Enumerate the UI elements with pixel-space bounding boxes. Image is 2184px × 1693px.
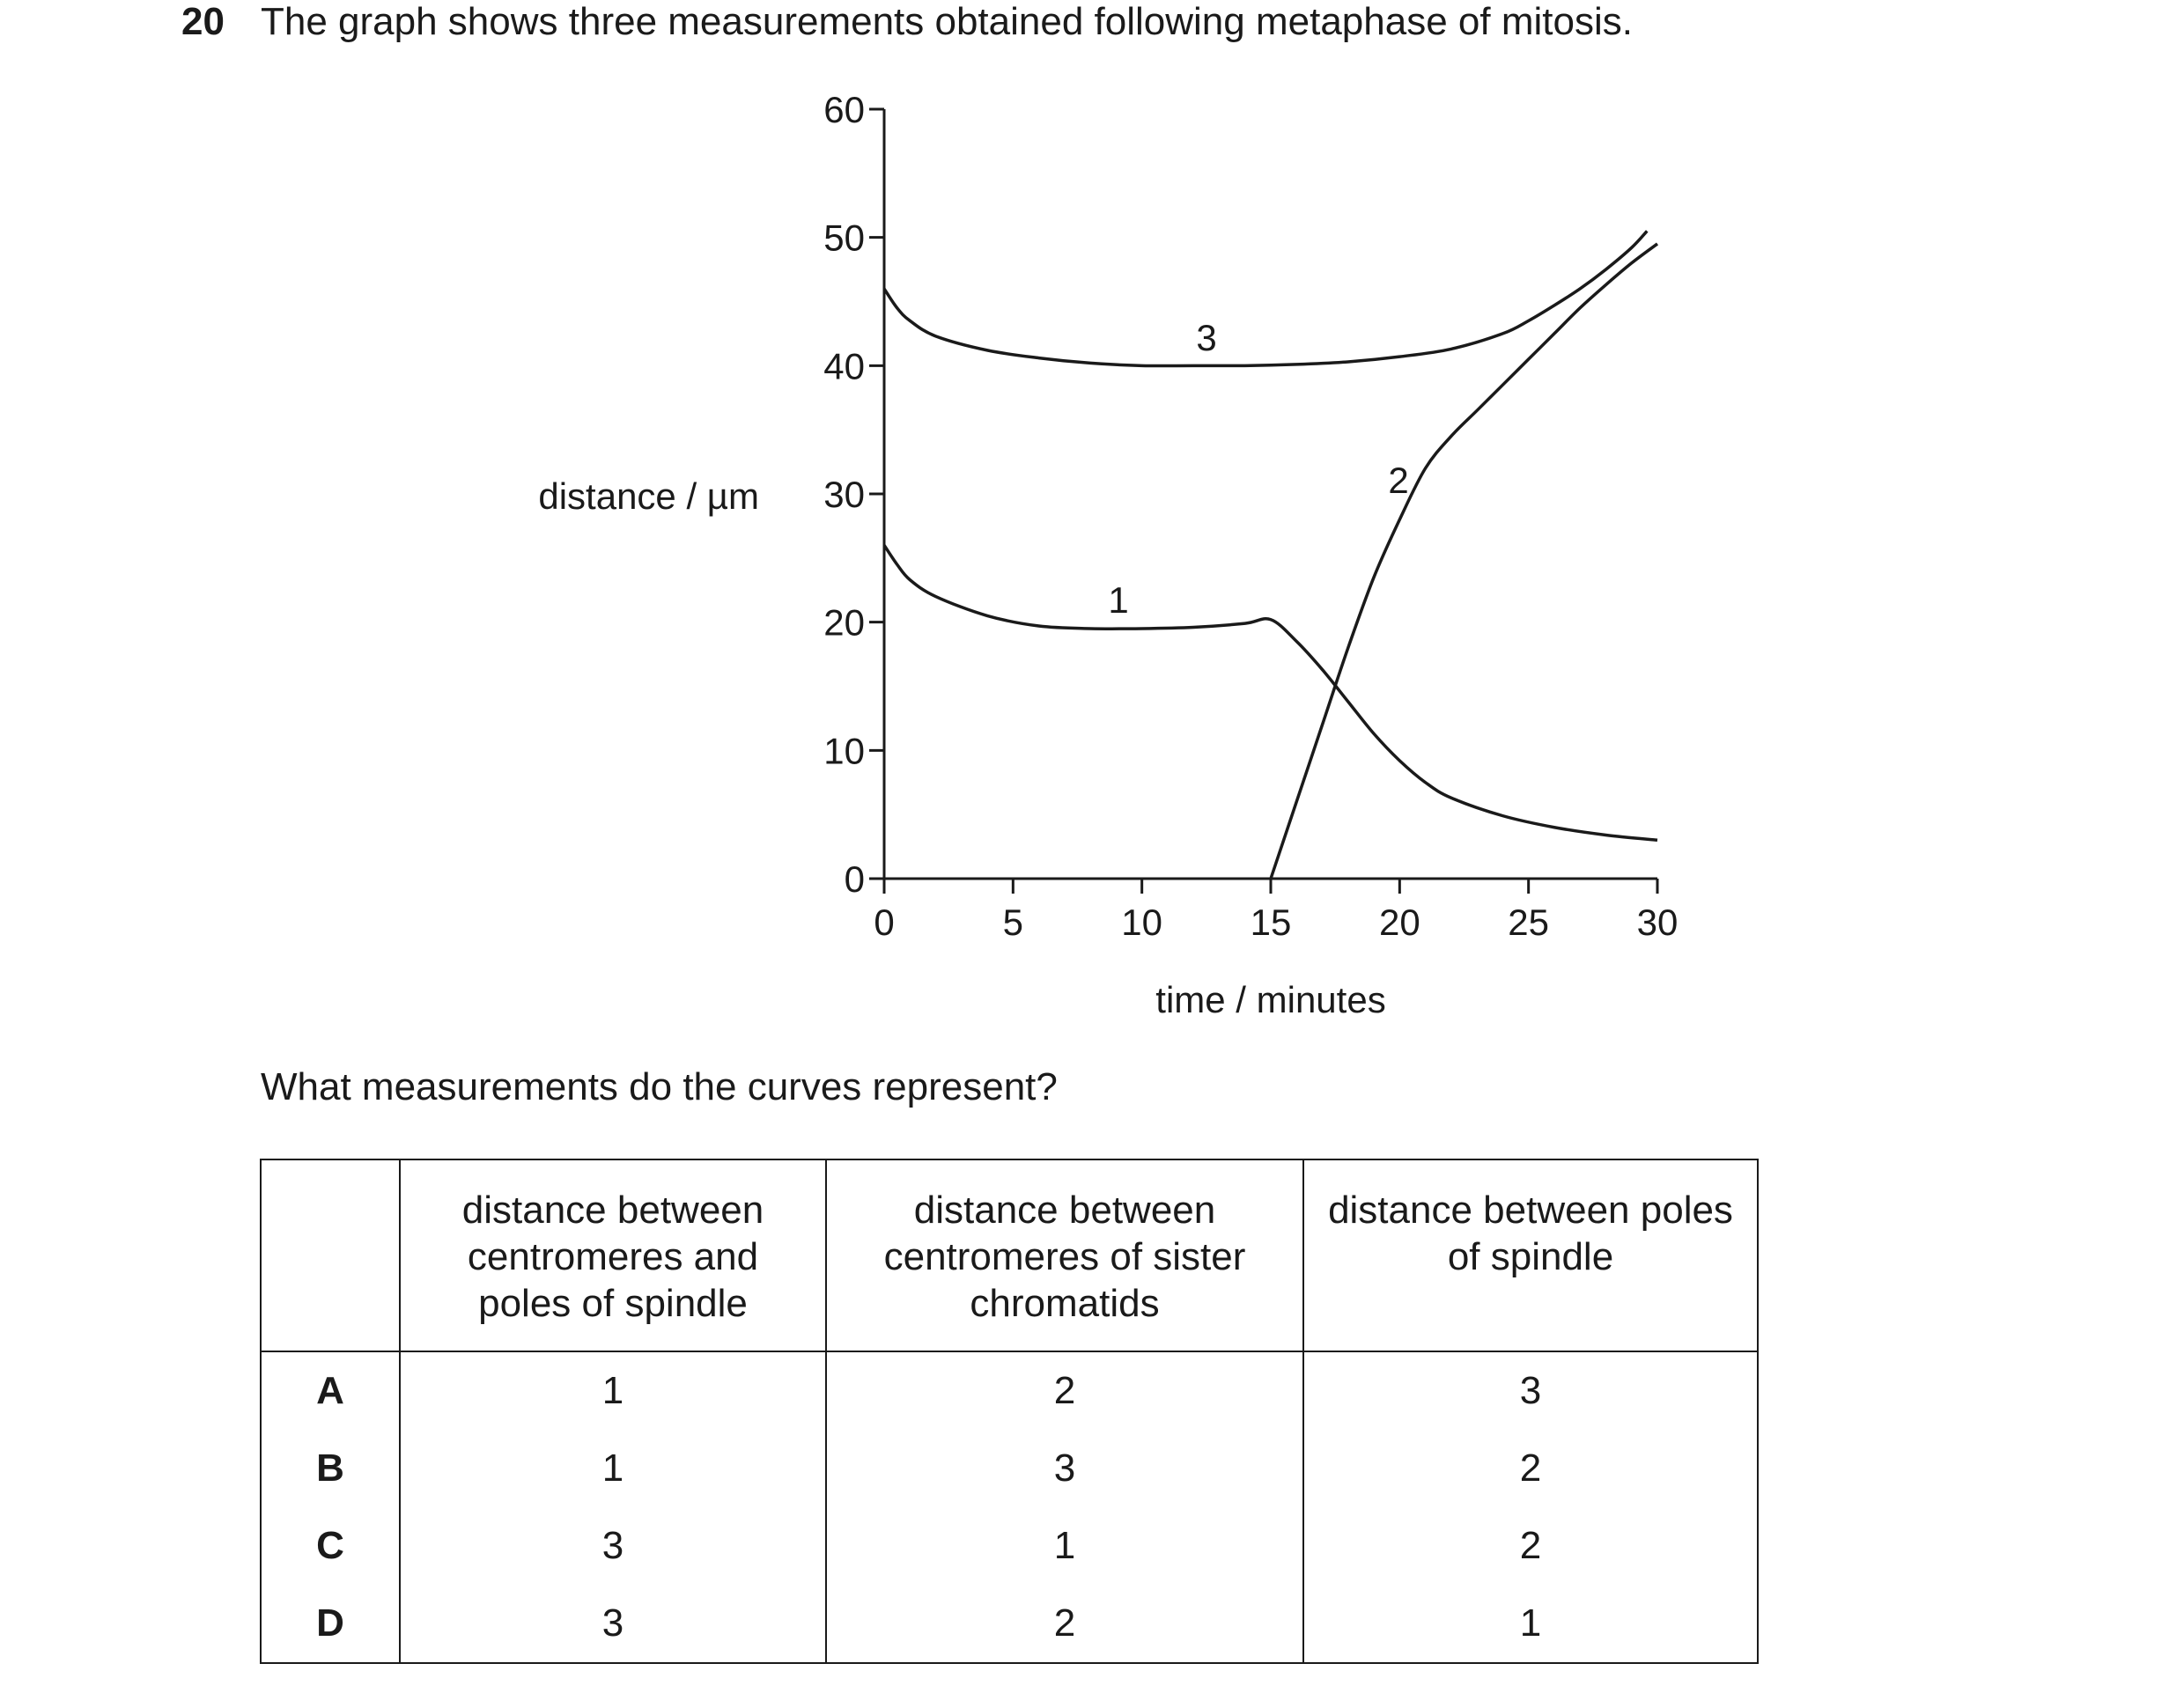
table-cell: 2 <box>826 1585 1303 1663</box>
table-header-cell <box>261 1159 400 1351</box>
chart-ticks <box>823 89 1678 943</box>
question-text: The graph shows three measurements obtained following metaphase of mitosis. <box>261 0 1633 43</box>
series-label-1: 1 <box>1108 579 1129 621</box>
table-cell: 1 <box>400 1351 826 1430</box>
x-tick-label: 20 <box>1378 902 1420 943</box>
series-label-3: 3 <box>1196 317 1217 358</box>
x-tick-label: 0 <box>874 902 895 943</box>
table-cell: 3 <box>826 1430 1303 1507</box>
chart-series-labels <box>1108 317 1408 621</box>
chart-series <box>884 231 1657 879</box>
table-cell: 2 <box>1303 1430 1758 1507</box>
table-cell: 3 <box>1303 1351 1758 1430</box>
table-header-cell: distance between centromeres and poles of spindle <box>400 1159 826 1351</box>
table-cell: 2 <box>1303 1507 1758 1585</box>
table-cell: 3 <box>400 1585 826 1663</box>
table-header-cell: distance between centromeres of sister chromatids <box>826 1159 1303 1351</box>
table-cell: 2 <box>826 1351 1303 1430</box>
series-line-1 <box>884 545 1657 840</box>
table-row[interactable] <box>261 1430 1758 1507</box>
y-tick-label: 50 <box>823 217 865 259</box>
y-tick-label: 40 <box>823 345 865 387</box>
question-number: 20 <box>181 0 225 43</box>
table-cell: 1 <box>400 1430 826 1507</box>
table-row[interactable] <box>261 1351 1758 1430</box>
y-axis-label: distance / µm <box>538 475 759 517</box>
x-tick-label: 10 <box>1121 902 1163 943</box>
table-header-cell: distance between poles of spindle <box>1303 1159 1758 1351</box>
option-letter[interactable]: D <box>261 1585 400 1663</box>
x-axis-label: time / minutes <box>1155 979 1386 1020</box>
question-prompt: What measurements do the curves represent? <box>261 1065 1058 1108</box>
table-cell: 1 <box>1303 1585 1758 1663</box>
series-line-3 <box>884 231 1647 365</box>
y-tick-label: 0 <box>844 858 865 900</box>
y-tick-label: 10 <box>823 730 865 772</box>
x-tick-label: 30 <box>1636 902 1679 943</box>
table-row[interactable] <box>261 1585 1758 1663</box>
x-tick-label: 25 <box>1508 902 1550 943</box>
table-header-row <box>261 1159 1758 1351</box>
table-row[interactable] <box>261 1507 1758 1585</box>
option-letter[interactable]: A <box>261 1351 400 1430</box>
table-cell: 3 <box>400 1507 826 1585</box>
option-letter[interactable]: C <box>261 1507 400 1585</box>
y-tick-label: 20 <box>823 601 865 644</box>
chart-axes <box>884 109 1657 879</box>
y-tick-label: 30 <box>823 474 865 515</box>
x-tick-label: 15 <box>1250 902 1292 943</box>
y-tick-label: 60 <box>823 89 865 130</box>
answer-table <box>260 1159 1759 1664</box>
x-tick-label: 5 <box>1002 902 1024 943</box>
series-line-2 <box>1271 244 1657 879</box>
option-letter[interactable]: B <box>261 1430 400 1507</box>
series-label-2: 2 <box>1388 460 1409 501</box>
table-cell: 1 <box>826 1507 1303 1585</box>
